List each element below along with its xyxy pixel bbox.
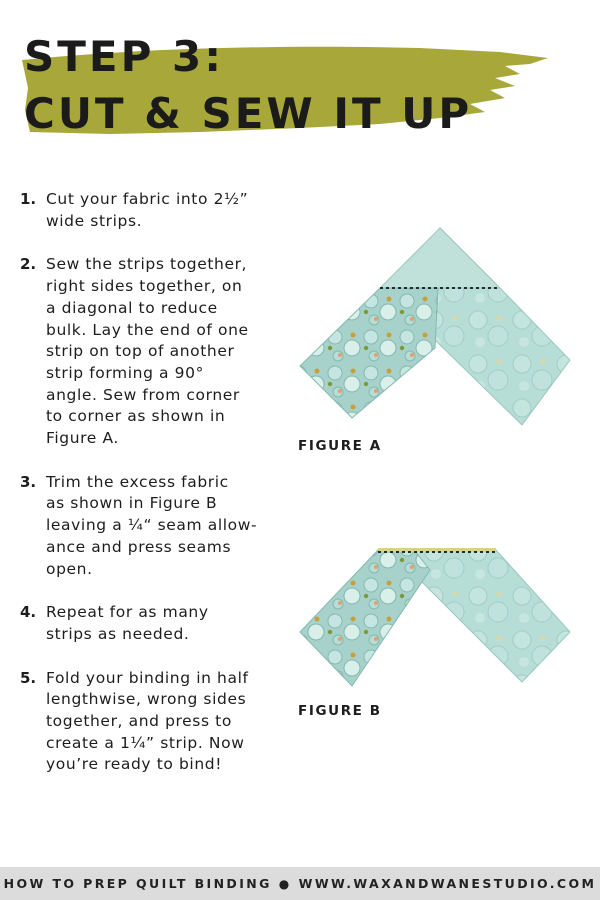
figure-b-label: FIGURE B xyxy=(298,703,382,719)
list-item xyxy=(20,472,290,581)
figure-a-label: FIGURE A xyxy=(298,438,382,454)
step-text: Repeat for as many strips as needed. xyxy=(46,603,209,643)
step-text: Trim the excess fabric as shown in Figure B leaving a ¼“ seam allow- ance and press seams open. xyxy=(46,472,258,578)
list-item xyxy=(20,668,290,777)
steps-list xyxy=(20,189,290,798)
list-item xyxy=(20,602,290,645)
step-number: 1. xyxy=(20,190,37,208)
list-item xyxy=(20,189,290,232)
page-title-line-2: CUT & SEW IT UP xyxy=(24,89,473,138)
step-number: 5. xyxy=(20,668,37,687)
step-text: Cut your fabric into 2½” wide strips. xyxy=(46,190,249,230)
step-number: 4. xyxy=(20,603,37,622)
list-item xyxy=(20,254,290,449)
footer-website-link[interactable]: WWW.WAXANDWANESTUDIO.COM xyxy=(298,876,597,891)
footer-bar xyxy=(0,867,600,900)
page-title-line-1: STEP 3: xyxy=(24,32,225,81)
step-text: Fold your binding in half lengthwise, wrong sides together, and press to create a 1¼” strip. Now you’re ready to bind! xyxy=(46,668,249,774)
step-number: 3. xyxy=(20,472,37,491)
footer-title: HOW TO PREP QUILT BINDING xyxy=(3,876,272,891)
figure-b-illustration xyxy=(290,540,580,700)
footer-separator-dot: ● xyxy=(278,876,292,891)
step-text: Sew the strips together, right sides together, on a diagonal to reduce bulk. Lay the end of one strip on top of another strip forming a 90° angle. Sew from corner to corner as shown in Figure A. xyxy=(46,255,249,448)
step-number: 2. xyxy=(20,255,37,274)
figure-a-illustration xyxy=(290,220,580,430)
